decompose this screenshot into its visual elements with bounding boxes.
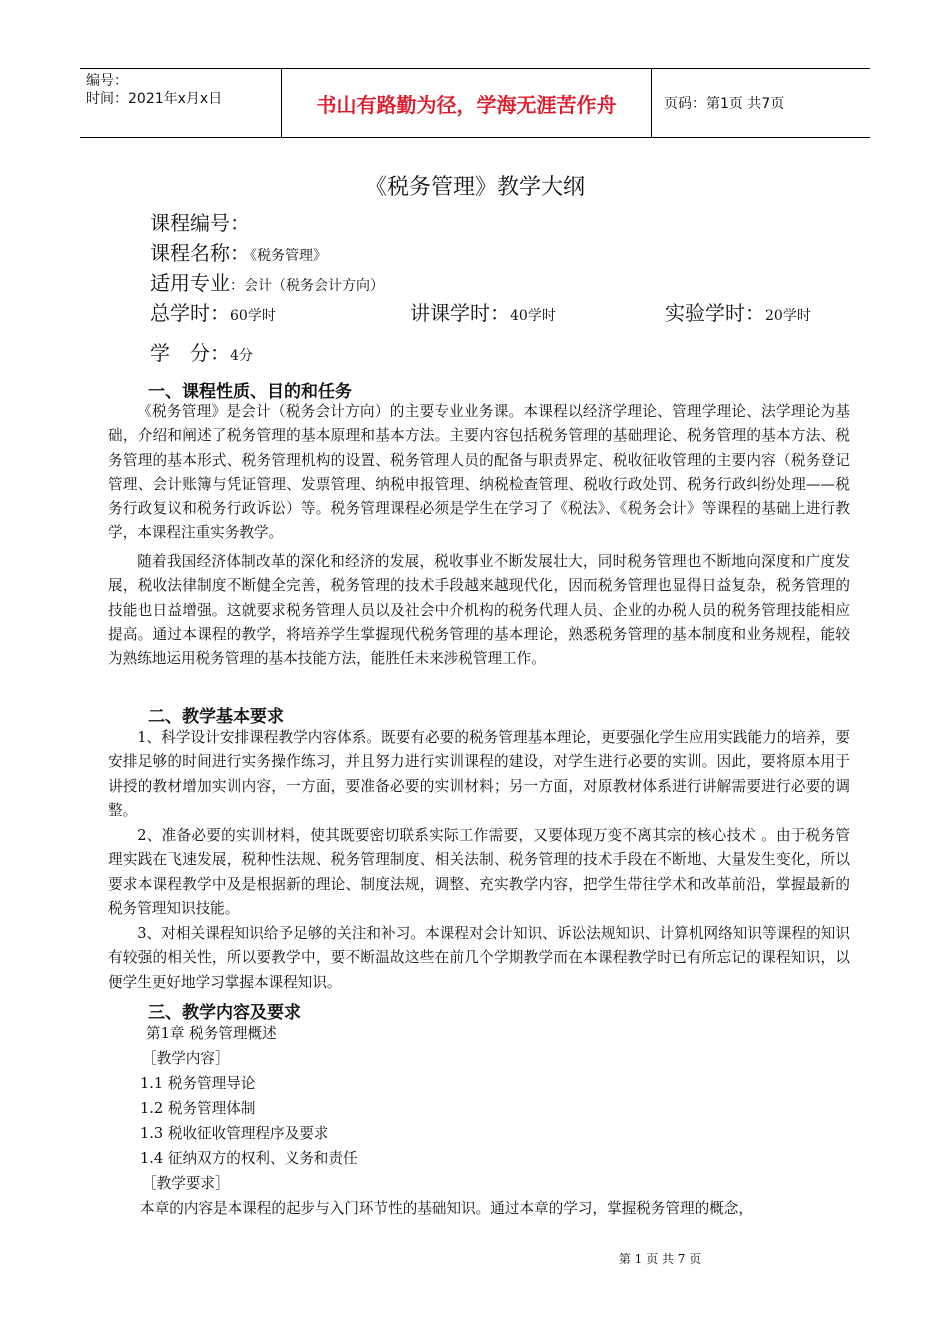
content-item-4: 1.4 征纳双方的权利、义务和责任 <box>140 1150 358 1167</box>
total-hours-label: 总学时： <box>150 301 230 325</box>
section-2-paragraph-3: 3、对相关课程知识给予足够的关注和补习。本课程对会计知识、诉讼法规知识、计算机网络知识等课程的知识有较强的相关性，所以要教学中，要不断温故这些在前几个学期教学而在本课程教学时已有所忘记的课程知识，以便学生更好地学习掌握本课程知识。 <box>108 925 850 991</box>
content-item-2: 1.2 税务管理体制 <box>140 1100 256 1117</box>
section-1-title: 一、课程性质、目的和任务 <box>148 382 352 402</box>
serial-label: 编号： <box>86 73 128 89</box>
content-label: ［教学内容］ <box>142 1050 230 1067</box>
total-hours-value: 60学时 <box>230 308 276 324</box>
lab-hours-value: 20学时 <box>765 308 811 324</box>
credit <box>150 338 253 371</box>
course-name-label: 课程名称： <box>150 241 250 265</box>
course-code-label: 课程编号： <box>150 211 250 235</box>
content-item-3: 1.3 税收征收管理程序及要求 <box>140 1125 329 1142</box>
requirements-text: 本章的内容是本课程的起步与入门环节性的基础知识。通过本章的学习，掌握税务管理的概念， <box>140 1200 753 1217</box>
course-name-value: 《税务管理》 <box>250 248 327 264</box>
time-label: 时间：2021年x月x日 <box>86 91 223 107</box>
lecture-hours-label: 讲课学时： <box>410 301 510 325</box>
total-hours <box>150 298 276 331</box>
content-item-1: 1.1 税务管理导论 <box>140 1075 256 1092</box>
lab-hours-label: 实验学时： <box>665 301 765 325</box>
credit-value: 4分 <box>230 348 253 364</box>
course-name <box>150 238 327 271</box>
lab-hours <box>665 298 811 331</box>
section-2-paragraph-1: 1、科学设计安排课程教学内容体系。既要有必要的税务管理基本理论，更要强化学生应用实践能力的培养，要安排足够的时间进行实务操作练习，并且努力进行实训课程的建设，对学生进行必要的实训。因此，要将原本用于讲授的教材增加实训内容，一方面，要准备必要的实训材料；另一方面，对原教材体系进行讲解需要进行必要的调整。 <box>108 729 850 819</box>
course-code <box>150 208 250 238</box>
credit-label: 学 分： <box>150 341 230 365</box>
doc-title: 《税务管理》教学大纲 <box>364 175 585 200</box>
page-info: 页码：第1页 共7页 <box>664 96 785 112</box>
motto: 书山有路勤为径，学海无涯苦作舟 <box>282 69 652 137</box>
section-1-paragraph-2: 随着我国经济体制改革的深化和经济的发展，税收事业不断发展壮大，同时税务管理也不断地向深度和广度发展，税收法律制度不断健全完善，税务管理的技术手段越来越现代化，因而税务管理也显得日益复杂，税务管理的技能也日益增强。这就要求税务管理人员以及社会中介机构的税务代理人员、企业的办税人员的税务管理技能相应提高。通过本课程的教学，将培养学生掌握现代税务管理的基本理论，熟悉税务管理的基本制度和业务规程，能较为熟练地运用税务管理的基本技能方法，能胜任未来涉税管理工作。 <box>108 553 850 668</box>
course-major-label: 适用专业 <box>150 271 230 295</box>
course-major-value: ：会计（税务会计方向） <box>230 278 384 294</box>
header-left-cell <box>80 69 282 137</box>
lecture-hours-value: 40学时 <box>510 308 556 324</box>
chapter-1-title: 第1章 税务管理概述 <box>146 1025 277 1042</box>
page-footer: 第 1 页 共 7 页 <box>618 1252 702 1266</box>
requirements-label: ［教学要求］ <box>142 1175 230 1192</box>
section-2-title: 二、教学基本要求 <box>148 707 284 727</box>
page-header <box>80 68 870 138</box>
section-3-title: 三、教学内容及要求 <box>148 1003 301 1023</box>
section-1-paragraph-1: 《税务管理》是会计（税务会计方向）的主要专业业务课。本课程以经济学理论、管理学理论、法学理论为基础，介绍和阐述了税务管理的基本原理和基本方法。主要内容包括税务管理的基础理论、税务管理的基本方法、税务管理的基本形式、税务管理机构的设置、税务管理人员的配备与职责界定、税收征收管理的主要内容（税务登记管理、会计账簿与凭证管理、发票管理、纳税申报管理、纳税检查管理、税收行政处罚、税务行政纠纷处理——税务行政复议和税务行政诉讼）等。税务管理课程必须是学生在学习了《税法》、《税务会计》等课程的基础上进行教学，本课程注重实务教学。 <box>108 403 850 542</box>
lecture-hours <box>410 298 556 331</box>
section-2-paragraph-2: 2、准备必要的实训材料，使其既要密切联系实际工作需要，又要体现万变不离其宗的核心技术 。由于税务管理实践在飞速发展，税种性法规、税务管理制度、相关法制、税务管理的技术手段在不断地、大量发生变化，所以要求本课程教学中及是根据新的理论、制度法规，调整、充实教学内容，把学生带往学术和改革前沿，掌握最新的税务管理知识技能。 <box>108 827 850 917</box>
course-major <box>150 268 384 301</box>
